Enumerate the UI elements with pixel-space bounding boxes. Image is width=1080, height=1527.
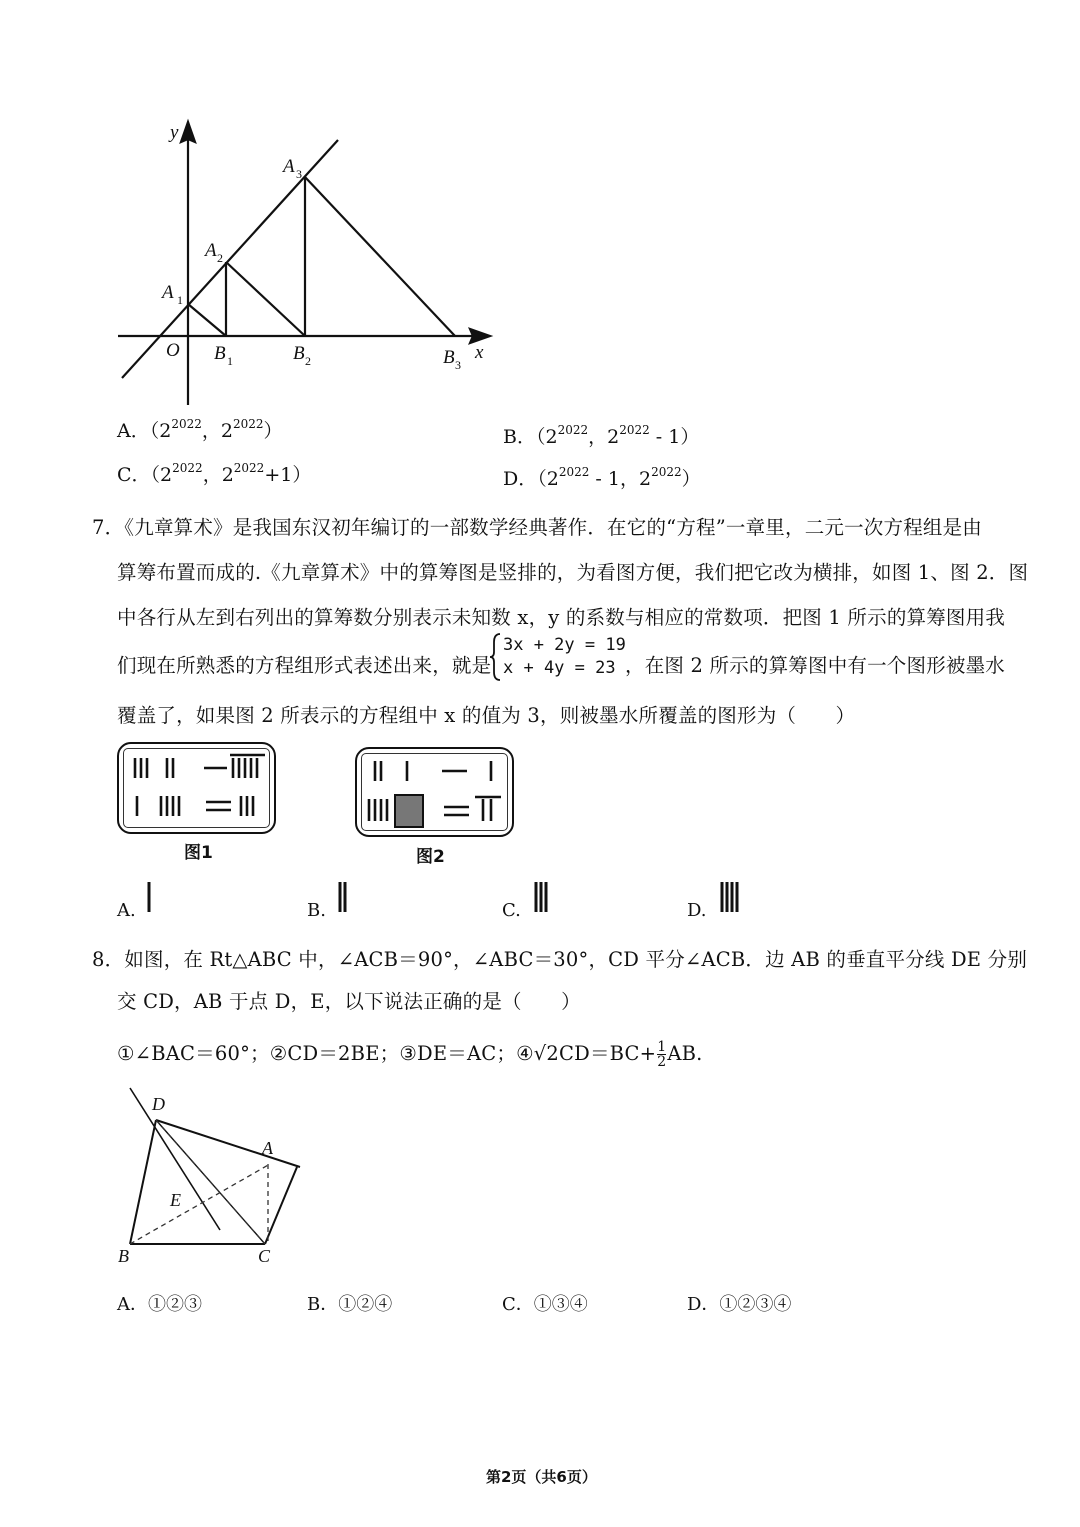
segment-A1B1 — [188, 304, 226, 336]
q7-option-B[interactable] — [307, 900, 326, 921]
label-B2-sub: 2 — [305, 354, 311, 368]
label-A3-sub: 3 — [296, 167, 302, 181]
label-A: A — [262, 1138, 273, 1158]
option-letter: A． — [117, 420, 150, 442]
option-letter: B. — [307, 900, 326, 921]
segment-A3B3 — [305, 177, 455, 336]
option-letter: D． — [503, 468, 538, 490]
q7-line-1: 7．《九章算术》是我国东汉初年编订的一部数学经典著作．在它的“方程”一章里，二元一次方程组是由 — [92, 516, 982, 539]
label-A2: A — [205, 240, 217, 261]
ink-blot — [395, 795, 423, 827]
figure-1-caption: 图1 — [184, 843, 213, 863]
coordinate-graph — [0, 0, 1080, 420]
label-C: C — [258, 1246, 271, 1266]
counting-rods-2 — [357, 749, 512, 835]
option-text: ，2 — [201, 420, 233, 442]
q8-option-D[interactable]: D．①②③④ — [687, 1294, 792, 1315]
exponent: 2022 — [619, 423, 650, 437]
q8-line-2: 交 CD，AB 于点 D，E，以下说法正确的是（ ） — [117, 990, 581, 1013]
exponent: 2022 — [232, 417, 264, 431]
equation-2: x + 4y = 23 — [503, 658, 616, 678]
counting-rod-figure-1 — [117, 742, 276, 834]
option-letter: A. — [117, 900, 136, 921]
fraction-numerator: 1 — [657, 1039, 667, 1055]
q7-option-A[interactable] — [117, 900, 136, 921]
q6-option-D[interactable] — [503, 465, 701, 490]
option-text: （2 — [535, 426, 558, 448]
label-B3-sub: 3 — [455, 358, 461, 372]
statements-text: ①∠BAC＝60°；②CD＝2BE；③DE＝AC；④√2CD＝BC+ — [117, 1042, 657, 1065]
q7-line-3: 中各行从左到右列出的算筹数分别表示未知数 x，y 的系数与相应的常数项．把图 1 所示的算筹图用我 — [117, 606, 1006, 629]
label-A3: A — [283, 156, 295, 177]
q6-option-C[interactable] — [117, 461, 312, 486]
option-text: - 1，2 — [589, 468, 652, 490]
label-E: E — [170, 1190, 181, 1210]
option-letter: C. — [502, 900, 521, 921]
label-A1: A — [162, 282, 174, 303]
option-text: +1） — [264, 464, 312, 486]
triangle-figure — [100, 1080, 320, 1270]
label-O: O — [166, 340, 180, 361]
segment-AB-dashed — [130, 1164, 270, 1244]
segment-CA-extended — [265, 1167, 297, 1244]
rod-3 — [532, 880, 552, 914]
option-text: ） — [263, 420, 283, 442]
label-x: x — [475, 342, 484, 363]
q6-option-B[interactable] — [503, 423, 700, 448]
exponent: 2022 — [651, 465, 682, 479]
label-B: B — [118, 1246, 129, 1266]
fraction-one-half — [657, 1040, 666, 1069]
x-axis-arrow — [470, 329, 490, 343]
q7-line-4b: ，在图 2 所示的算筹图中有一个图形被墨水 — [625, 654, 1006, 677]
option-text: ，2 — [588, 426, 620, 448]
q7-line-5: 覆盖了，如果图 2 所表示的方程组中 x 的值为 3，则被墨水所覆盖的图形为（ ） — [117, 704, 856, 727]
system-brace — [488, 632, 504, 682]
exponent: 2022 — [171, 417, 202, 431]
q7-option-D[interactable] — [687, 900, 707, 921]
fraction-denominator: 2 — [657, 1054, 667, 1070]
exponent: 2022 — [558, 465, 590, 479]
q7-option-C[interactable] — [502, 900, 521, 921]
label-D: D — [152, 1094, 165, 1114]
option-text: ） — [681, 468, 701, 490]
q8-option-B[interactable]: B．①②④ — [307, 1294, 393, 1315]
q7-line-4a: 们现在所熟悉的方程组形式表述出来，就是 — [117, 654, 492, 677]
option-letter: C． — [117, 464, 151, 486]
segment-A2B2 — [226, 262, 305, 336]
q6-option-A[interactable] — [117, 417, 283, 442]
rod-1 — [144, 880, 154, 914]
segment-DA-extended — [156, 1120, 300, 1167]
option-text: （2 — [537, 468, 559, 490]
option-text: - 1） — [649, 426, 700, 448]
label-B1: B — [214, 343, 226, 364]
segment-BD — [130, 1120, 156, 1244]
label-B1-sub: 1 — [227, 354, 233, 368]
equation-system — [503, 634, 626, 680]
option-letter: D. — [687, 900, 707, 921]
option-text: （2 — [149, 420, 172, 442]
q8-statements — [117, 1038, 703, 1069]
q8-line-1: 8．如图，在 Rt△ABC 中，∠ACB＝90°，∠ABC＝30°，CD 平分∠ACB．边 AB 的垂直平分线 DE 分别 — [92, 948, 1028, 971]
label-B2: B — [293, 343, 305, 364]
option-text: ，2 — [202, 464, 234, 486]
option-text: （2 — [150, 464, 173, 486]
q8-option-A[interactable]: A．①②③ — [117, 1294, 202, 1315]
label-A1-sub: 1 — [177, 293, 183, 307]
counting-rod-figure-2 — [355, 747, 514, 837]
counting-rods-1 — [119, 744, 274, 832]
exponent: 2022 — [172, 461, 203, 475]
label-B3: B — [443, 347, 455, 368]
q8-option-C[interactable]: C．①③④ — [502, 1294, 588, 1315]
label-y: y — [170, 122, 179, 143]
rod-4 — [718, 880, 744, 914]
q7-line-2: 算筹布置而成的.《九章算术》中的算筹图是竖排的，为看图方便，我们把它改为横排，如图 1、图 2．图 — [117, 561, 1029, 584]
exponent: 2022 — [233, 461, 265, 475]
exponent: 2022 — [557, 423, 589, 437]
rod-2 — [336, 880, 350, 914]
y-axis-arrow — [181, 122, 195, 142]
equation-1: 3x + 2y = 19 — [503, 635, 626, 655]
label-A2-sub: 2 — [217, 251, 223, 265]
figure-2-caption: 图2 — [416, 847, 445, 867]
option-letter: B． — [503, 426, 536, 448]
statements-end: AB. — [667, 1042, 703, 1065]
page-footer: 第2页（共6页） — [486, 1468, 597, 1486]
